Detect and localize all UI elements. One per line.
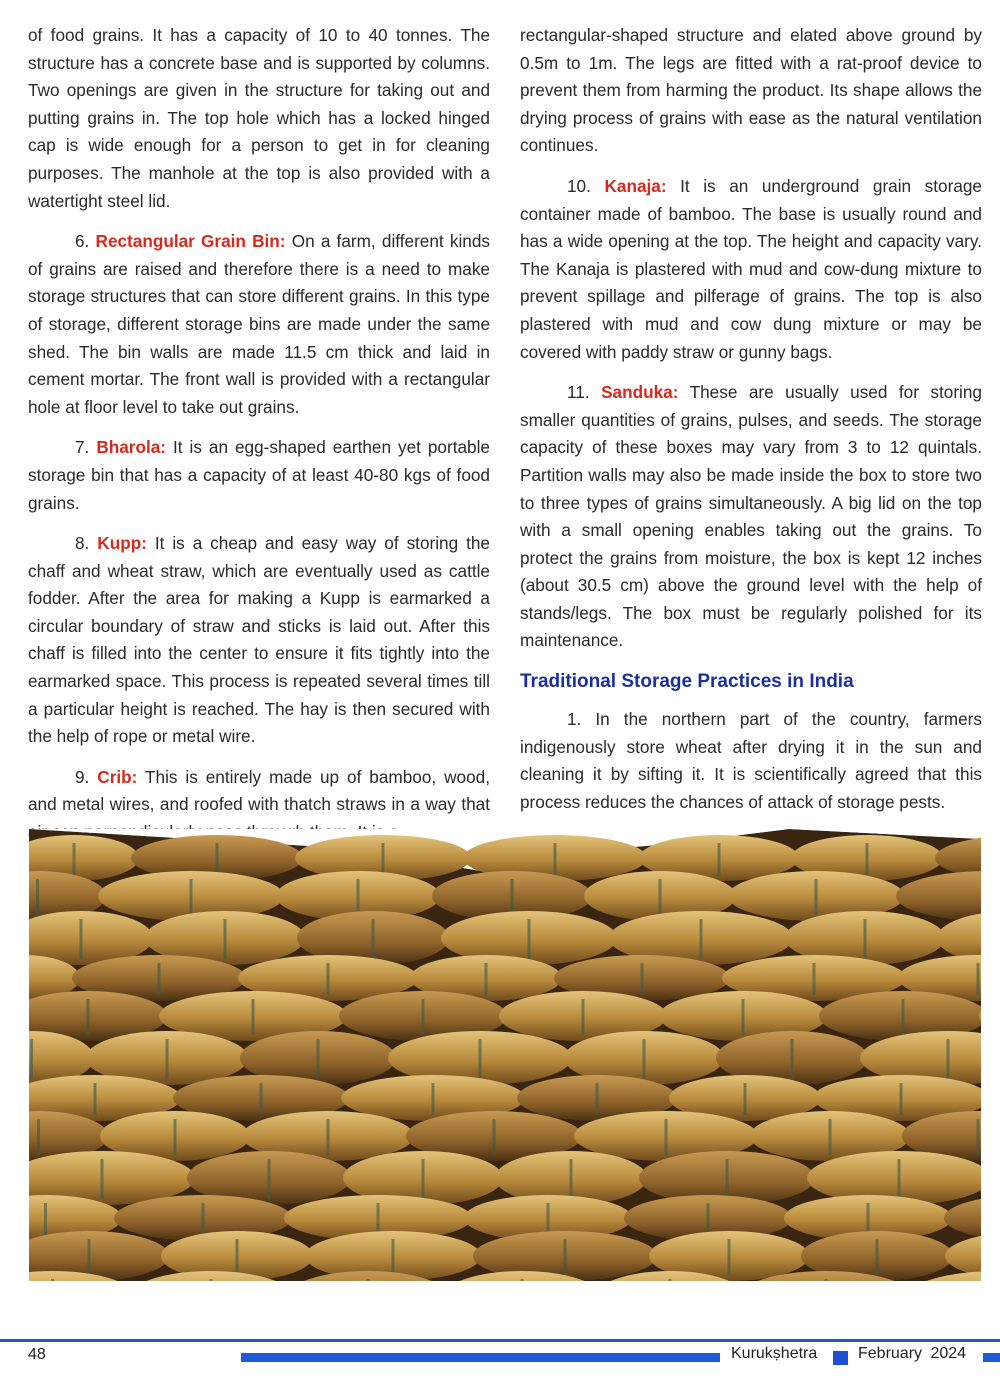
list-item-kanaja <box>520 173 982 366</box>
item-number: 10. <box>567 175 591 196</box>
list-item-bharola <box>28 434 490 517</box>
section-heading: Traditional Storage Practices in India <box>520 671 854 693</box>
footer-rule <box>0 1339 1000 1342</box>
item-text: On a farm, different kinds of grains are raised and therefore there is a need to make storage structures that can store different grains. In this type of storage, different storage bins are made under the same shed. The bin walls are made 11.5 cm thick and laid in cement mortar. The front wall is provided with a rectangular hole at floor level to take out grains. <box>28 231 490 417</box>
item-term: Crib: <box>97 766 138 787</box>
page-number: 48 <box>28 1346 46 1363</box>
list-item-sanduka <box>520 379 982 655</box>
issue-date: February 2024 <box>858 1345 967 1362</box>
item-term: Kupp: <box>97 533 147 554</box>
left-column <box>28 22 490 860</box>
item-text: This is entirely made up of bamboo, wood, and metal wires, and roofed with thatch straws in a way that <box>28 766 490 815</box>
item-text: It is an egg-shaped earthen yet portable storage bin that has a capacity of at least 40-80 kgs of food grains. <box>28 437 490 513</box>
item-number: 11. <box>567 382 590 403</box>
item-text: It is an underground grain storage container made of bamboo. The base is usually round and has a wide opening at the top. The height and capacity vary. The Kanaja is plastered with mud and cow-dung mixture to prevent spillage and pilferage of grains. The top is also plastered with mud and cow dung mixture or may be covered with paddy straw or gunny bags. <box>520 175 982 362</box>
grain-sacks-illustration <box>29 829 981 1281</box>
footer-decorative-bar <box>241 1353 720 1362</box>
item-term: Bharola: <box>96 437 167 458</box>
paragraph-continuation: of food grains. It has a capacity of 10 to 40 tonnes. The structure has a concrete base and is supported by columns. Two openings are given in the structure for taking out and putting grains in. The top hole which has a locked hinged cap is wide enough for a person to get in for cleaning purposes. The manhole at the top is also provided with a watertight steel lid. <box>28 25 490 211</box>
footer-end-bar <box>983 1353 1000 1362</box>
item-term: Kanaja: <box>604 175 667 196</box>
list-item-northern-practice <box>520 706 982 816</box>
item-text: It is a cheap and easy way of storing the chaff and wheat straw, which are eventually used as cattle fodder. After the area for making a Kupp is earmarked a circular boundary of straw and sticks is laid out. After this chaff is filled into the center to ensure it fits tightly into the earmarked space. This process is repeated several times till a particular height is reached. The hay is then secured with the help of rope or metal wire. <box>28 533 490 747</box>
paragraph-continuation: rectangular-shaped structure and elated above ground by 0.5m to 1m. The legs are fitted with a rat-proof device to prevent them from harming the product. Its shape allows the drying process of grains with ease as the natural ventilation continues. <box>520 25 982 156</box>
item-number: 9. <box>75 766 90 787</box>
item-term: Sanduka: <box>601 382 679 403</box>
item-number: 8. <box>75 533 90 554</box>
footer-square-icon <box>833 1351 848 1365</box>
right-column <box>520 22 982 829</box>
item-text: These are usually used for storing smaller quantities of grains, pulses, and seeds. The storage capacity of these boxes may vary from 3 to 12 quintals. Partition walls may also be made inside the box to store two to three types of grains simultaneously. A big lid on the top with a small opening enables taking out the grains. To protect the grains from moisture, the box is kept 12 inches (about 30.5 cm) above the ground level with the help of stands/legs. The box must be regularly polished for its maintenance. <box>520 382 982 651</box>
item-text: In the northern part of the country, farmers indigenously store wheat after drying it in the sun and cleaning it by sifting it. It is scientifically agreed that this process reduces the chances of attack of storage pests. <box>520 709 982 812</box>
grain-sacks-photo <box>29 829 981 1281</box>
list-item-rectangular-grain-bin <box>28 228 490 421</box>
item-term: Rectangular Grain Bin: <box>95 231 286 252</box>
item-number: 6. <box>75 231 90 252</box>
item-number: 7. <box>75 437 90 458</box>
magazine-name: Kurukṣhetra <box>731 1345 818 1362</box>
list-item-kupp <box>28 530 490 751</box>
item-number: 1. <box>567 709 582 730</box>
